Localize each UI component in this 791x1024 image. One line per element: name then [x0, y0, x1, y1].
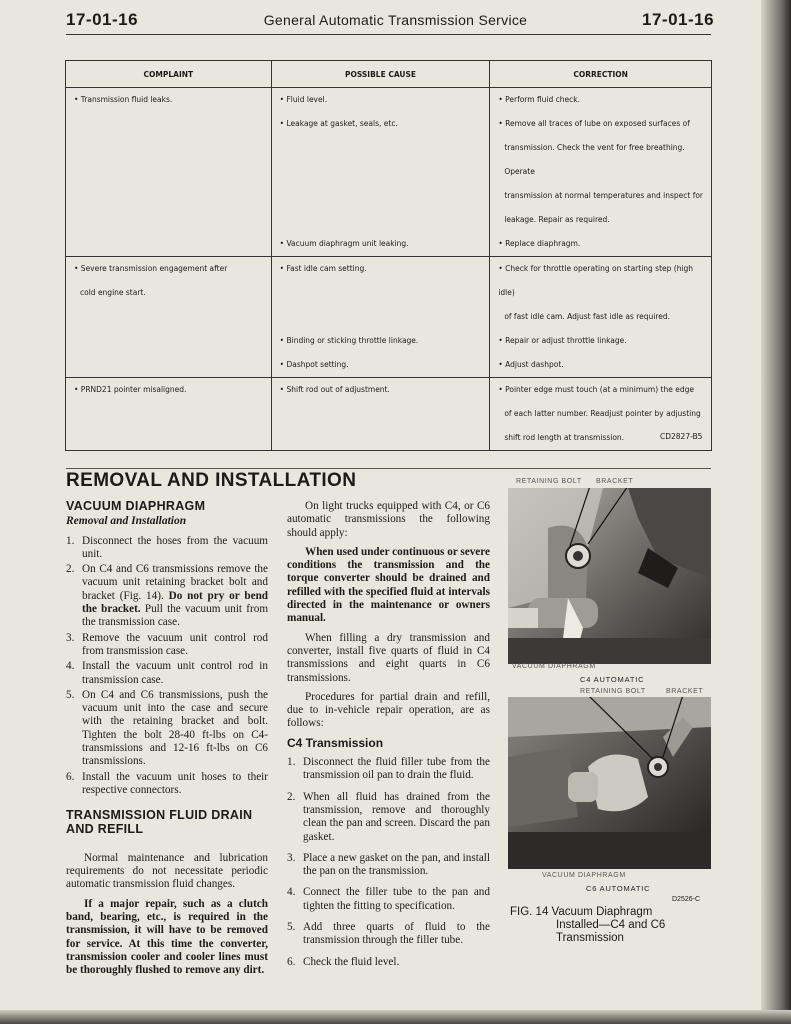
- list-item: 4. Install the vacuum unit control rod in transmission case.: [66, 660, 268, 686]
- list-item: 3. Remove the vacuum unit control rod from transmission case.: [66, 631, 268, 657]
- correction-text: transmission. Check the vent for free breathing. Operate: [504, 143, 685, 176]
- page-bottom-shadow: [0, 1010, 791, 1024]
- paragraph-bold: When used under continuous or severe conditions the transmission and the torque converter should be drained and refilled with the specified fluid at intervals directed in the maintenance or owners manual.: [287, 545, 490, 625]
- cause-text: • Shift rod out of adjustment.: [279, 385, 390, 394]
- photo2-bolt-label: RETAINING BOLT: [580, 688, 646, 695]
- complaint-text: • PRND21 pointer misaligned.: [74, 385, 187, 394]
- list-item: 1. Disconnect the fluid filler tube from the transmission oil pan to drain the fluid.: [287, 756, 490, 782]
- correction-text: transmission at normal temperatures and inspect for: [504, 191, 704, 200]
- list-item: 6. Check the fluid level.: [287, 955, 400, 968]
- page-number-right: 17-01-16: [642, 10, 715, 29]
- fluid-drain-heading: TRANSMISSION FLUID DRAIN AND REFILL: [66, 808, 253, 836]
- cause-cell: [271, 329, 490, 353]
- paragraph: When filling a dry transmission and converter, install five quarts of fluid in C4 transmissions and eight quarts in C6 transmissions.: [287, 631, 490, 684]
- text-column-left: [66, 500, 268, 984]
- correction-text: leakage. Repair as required.: [504, 215, 610, 224]
- cause-text: • Fluid level.: [279, 95, 328, 104]
- table-row: [66, 378, 712, 451]
- list-item: 1. Disconnect the hoses from the vacuum unit.: [66, 534, 268, 560]
- complaint-cell: [66, 257, 272, 378]
- text-column-middle: [287, 500, 490, 977]
- correction-text: • Repair or adjust throttle linkage.: [498, 336, 627, 345]
- table-reference-code: CD2827-B5: [660, 432, 703, 441]
- cause-cell: [271, 257, 490, 330]
- correction-text: • Replace diaphragm.: [498, 239, 581, 248]
- photo2-caption: C6 AUTOMATIC: [586, 884, 651, 893]
- list-item: 2. On C4 and C6 transmissions remove the vacuum unit retaining bracket bolt and bracket (Fig. 14). Do not pry or bend the bracket. Pull the vacuum unit from the transmission case.: [66, 563, 269, 629]
- correction-text: of fast idle cam. Adjust fast idle as required.: [504, 312, 671, 321]
- correction-text: • Pointer edge must touch (at a minimum) the edge: [498, 385, 694, 394]
- complaint-text: • Transmission fluid leaks.: [74, 95, 173, 104]
- vacuum-steps-list: [66, 535, 268, 798]
- page-edge-shadow: [761, 0, 791, 1024]
- figure-title-line: Installed—C4 and C6: [556, 919, 666, 931]
- list-item: 5. Add three quarts of fluid to the transmission through the filler tube.: [287, 921, 490, 947]
- photo1-diaphragm-label: VACUUM DIAPHRAGM: [512, 663, 596, 670]
- complaint-cell: [66, 378, 272, 451]
- list-item: 3. Place a new gasket on the pan, and install the pan on the transmission.: [287, 851, 490, 878]
- correction-cell: [490, 353, 712, 378]
- paragraph: On light trucks equipped with C4, or C6 automatic transmissions the following should apply:: [287, 500, 490, 539]
- photo1-bracket-label: BRACKET: [596, 478, 634, 485]
- correction-text: • Check for throttle operating on starting step (high idle): [498, 264, 694, 297]
- header-rule: [66, 34, 711, 35]
- removal-installation-subheading: Removal and Installation: [66, 515, 187, 528]
- cause-text: • Dashpot setting.: [279, 360, 349, 369]
- column-header-correction: CORRECTION: [490, 61, 712, 88]
- correction-text: • Remove all traces of lube on exposed surfaces of: [498, 119, 690, 128]
- complaint-cell: [66, 88, 272, 257]
- table-row: [66, 257, 712, 330]
- page-header-title: General Automatic Transmission Service: [263, 12, 528, 28]
- list-item: 2. When all fluid has drained from the transmission, remove and thoroughly clean the pan and screen. Discard the pan gasket.: [287, 790, 490, 843]
- page-number-left: 17-01-16: [66, 10, 139, 29]
- photo1-bolt-label: RETAINING BOLT: [516, 478, 582, 485]
- list-item: 4. Connect the filler tube to the pan and tighten the fitting to specification.: [287, 886, 490, 912]
- c4-steps-list: [287, 756, 490, 969]
- correction-cell: [490, 88, 712, 113]
- correction-cell: [490, 257, 712, 330]
- complaint-text: cold engine start.: [80, 288, 146, 297]
- paragraph-bold: If a major repair, such as a clutch band, bearing, etc., is required in the transmission, it will have to be removed for service. At this time the converter, transmission cooler and cooler lines must be thoroughly flushed to remove any dirt.: [66, 897, 268, 977]
- list-item: 6. Install the vacuum unit hoses to their respective connectors.: [66, 770, 268, 796]
- paragraph: Normal maintenance and lubrication requirements do not necessitate periodic automatic transmission fluid changes.: [66, 851, 268, 891]
- vacuum-diaphragm-heading: VACUUM DIAPHRAGM: [66, 499, 206, 513]
- cause-cell: [271, 378, 490, 451]
- cause-text: • Vacuum diaphragm unit leaking.: [279, 239, 409, 248]
- complaint-text: • Severe transmission engagement after: [74, 264, 228, 273]
- correction-text: • Perform fluid check.: [498, 95, 580, 104]
- figure-title-line: Transmission: [556, 932, 624, 944]
- photo1-caption: C4 AUTOMATIC: [580, 675, 645, 684]
- correction-cell: [490, 329, 712, 353]
- column-header-cause: POSSIBLE CAUSE: [271, 61, 490, 88]
- column-header-complaint: COMPLAINT: [66, 61, 272, 88]
- troubleshooting-table: [65, 60, 712, 451]
- section-rule: [66, 468, 711, 469]
- list-item: 5. On C4 and C6 transmissions, push the vacuum unit into the case and secure with the retaining bracket and bolt. Tighten the bolt 28-40 ft-lbs on C4-transmissions and 12-16 ft-lbs on C6 transmissions.: [66, 688, 268, 768]
- c6-transmission-photo: [508, 697, 711, 869]
- figure-title-line: FIG. 14 Vacuum Diaphragm: [510, 906, 653, 918]
- correction-cell: [490, 112, 712, 232]
- cause-text: • Fast idle cam setting.: [279, 264, 367, 273]
- table-row: [66, 88, 712, 113]
- cause-cell: [271, 88, 490, 113]
- photo2-bracket-label: BRACKET: [666, 688, 704, 695]
- cause-cell: [271, 232, 490, 257]
- figure-reference-code: D2526-C: [672, 896, 701, 903]
- cause-cell: [271, 353, 490, 378]
- cause-text: • Leakage at gasket, seals, etc.: [279, 119, 398, 128]
- section-title: REMOVAL AND INSTALLATION: [66, 470, 357, 491]
- c4-transmission-heading: C4 Transmission: [287, 735, 384, 750]
- correction-cell: [490, 232, 712, 257]
- table-header-row: [66, 61, 712, 88]
- cause-cell: [271, 112, 490, 232]
- paragraph: Procedures for partial drain and refill, due to in-vehicle repair operation, are as follows:: [287, 690, 490, 730]
- figure-title: [510, 906, 665, 945]
- cause-text: • Binding or sticking throttle linkage.: [279, 336, 419, 345]
- correction-text: shift rod length at transmission.: [504, 433, 625, 442]
- photo2-diaphragm-label: VACUUM DIAPHRAGM: [542, 872, 626, 879]
- correction-text: • Adjust dashpot.: [498, 360, 564, 369]
- c4-transmission-photo: [508, 488, 711, 664]
- correction-text: of each latter number. Readjust pointer by adjusting: [504, 409, 701, 418]
